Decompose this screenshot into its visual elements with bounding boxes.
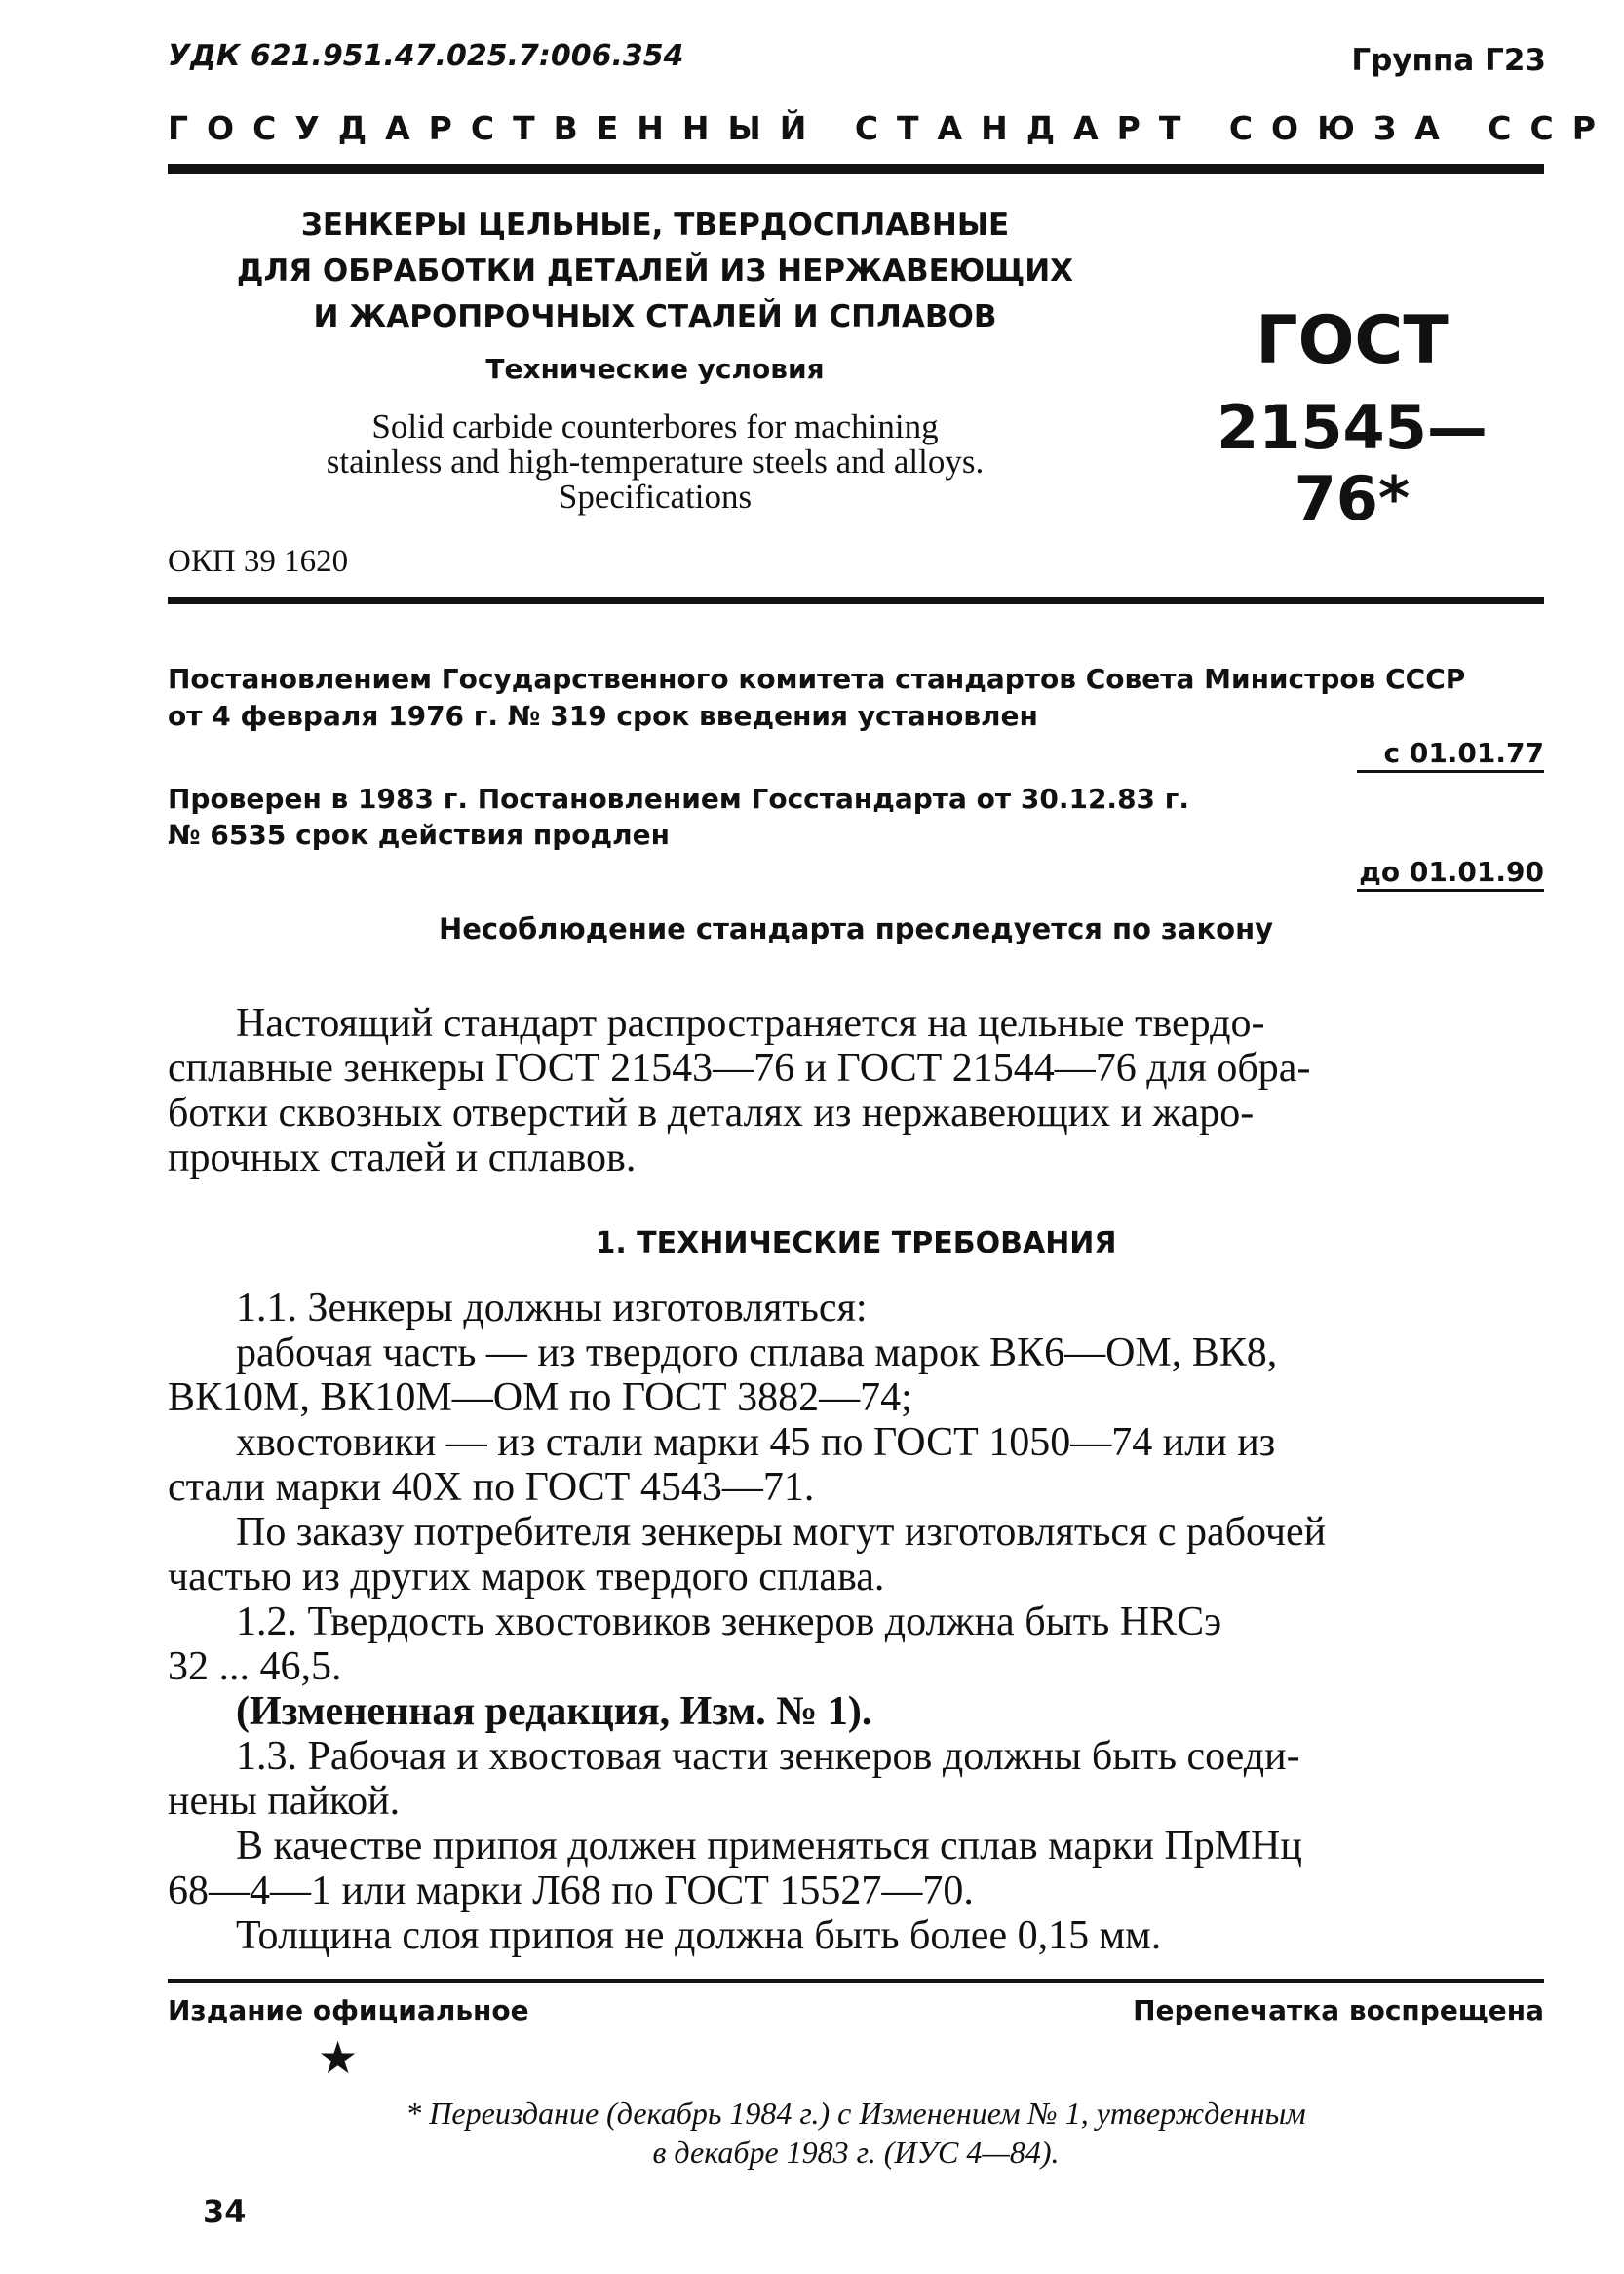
- clause-text: Толщина слоя припоя не должна быть более 0,15 мм.: [236, 1913, 1162, 1958]
- title-rule: [168, 597, 1544, 604]
- top-rule: [168, 164, 1544, 174]
- legal-warning: Несоблюдение стандарта преследуется по закону: [438, 912, 1274, 945]
- reissue-note-line: * Переиздание (декабрь 1984 г.) с Изменением № 1, утвержденным: [406, 2096, 1306, 2131]
- page-number: 34: [203, 2193, 247, 2230]
- title-line: ДЛЯ ОБРАБОТКИ ДЕТАЛЕЙ ИЗ НЕРЖАВЕЮЩИХ: [236, 253, 1074, 289]
- amendment-note: (Измененная редакция, Изм. № 1).: [236, 1689, 872, 1734]
- clause-text: В качестве припоя должен применяться сплав марки ПрМНц: [236, 1824, 1302, 1869]
- udk-code: УДК 621.951.47.025.7:006.354: [168, 39, 684, 73]
- group-code: Группа Г23: [1351, 43, 1546, 78]
- clause-text: По заказу потребителя зенкеры могут изготовляться с рабочей: [236, 1510, 1327, 1555]
- decree-line: от 4 февраля 1976 г. № 319 срок введения установлен: [168, 700, 1038, 732]
- reissue-note: [168, 2094, 1544, 2172]
- intro-line: ботки сквозных отверстий в деталях из нержавеющих и жаро-: [168, 1091, 1255, 1136]
- section-heading: 1. ТЕХНИЧЕСКИЕ ТРЕБОВАНИЯ: [595, 1226, 1117, 1260]
- clause-1-2: 1.2. Твердость хвостовиков зенкеров должна быть HRCэ: [236, 1600, 1222, 1644]
- star-icon: ★: [318, 2031, 359, 2084]
- clause-1-1: 1.1. Зенкеры должны изготовляться:: [236, 1286, 868, 1330]
- clause-text: рабочая часть — из твердого сплава марок ВК6—ОМ, ВК8,: [236, 1330, 1278, 1375]
- clause-text: ВК10М, ВК10М—ОМ по ГОСТ 3882—74;: [168, 1375, 912, 1420]
- clause-text: нены пайкой.: [168, 1779, 401, 1824]
- clause-1-3: 1.3. Рабочая и хвостовая части зенкеров должны быть соеди-: [236, 1734, 1300, 1779]
- clause-text: частью из других марок твердого сплава.: [168, 1555, 885, 1600]
- footer-rule: [168, 1979, 1544, 1983]
- subtitle: Технические условия: [485, 353, 825, 385]
- date-to-underline: [1357, 889, 1544, 892]
- intro-line: сплавные зенкеры ГОСТ 21543—76 и ГОСТ 21544—76 для обра-: [168, 1046, 1311, 1091]
- title-line: ЗЕНКЕРЫ ЦЕЛЬНЫЕ, ТВЕРДОСПЛАВНЫЕ: [300, 208, 1010, 243]
- date-from: с 01.01.77: [1383, 737, 1544, 769]
- okp-code: ОКП 39 1620: [168, 544, 349, 579]
- clause-text: 32 ... 46,5.: [168, 1644, 342, 1689]
- intro-line: прочных сталей и сплавов.: [168, 1136, 637, 1180]
- clause-text: стали марки 40Х по ГОСТ 4543—71.: [168, 1465, 815, 1510]
- state-standard-banner: ГОСУДАРСТВЕННЫЙ СТАНДАРТ СОЮЗА ССР: [168, 109, 1614, 147]
- title-en: [168, 409, 1142, 515]
- title-en-line: Specifications: [558, 478, 753, 516]
- date-to: до 01.01.90: [1359, 856, 1544, 888]
- gost-number: 21545—76*: [1217, 392, 1488, 534]
- decree-line: № 6535 срок действия продлен: [168, 819, 670, 851]
- date-from-underline: [1357, 770, 1544, 773]
- official-edition: Издание официальное: [168, 1994, 529, 2026]
- decree-line: Постановлением Государственного комитета стандартов Совета Министров СССР: [168, 663, 1466, 695]
- clause-text: хвостовики — из стали марки 45 по ГОСТ 1050—74 или из: [236, 1420, 1276, 1465]
- title-en-line: Solid carbide counterbores for machining: [371, 407, 939, 445]
- clause-text: 68—4—1 или марки Л68 по ГОСТ 15527—70.: [168, 1869, 974, 1913]
- title-ru: [168, 203, 1142, 340]
- decree-line: Проверен в 1983 г. Постановлением Госстандарта от 30.12.83 г.: [168, 783, 1190, 815]
- reissue-note-line: в декабре 1983 г. (ИУС 4—84).: [652, 2135, 1060, 2170]
- reprint-prohibited: Перепечатка воспрещена: [1133, 1994, 1544, 2026]
- title-en-line: stainless and high-temperature steels and alloys.: [326, 443, 985, 481]
- gost-label: ГОСТ: [1256, 302, 1449, 379]
- intro-line: Настоящий стандарт распространяется на цельные твердо-: [236, 1001, 1265, 1046]
- title-line: И ЖАРОПРОЧНЫХ СТАЛЕЙ И СПЛАВОВ: [313, 299, 997, 334]
